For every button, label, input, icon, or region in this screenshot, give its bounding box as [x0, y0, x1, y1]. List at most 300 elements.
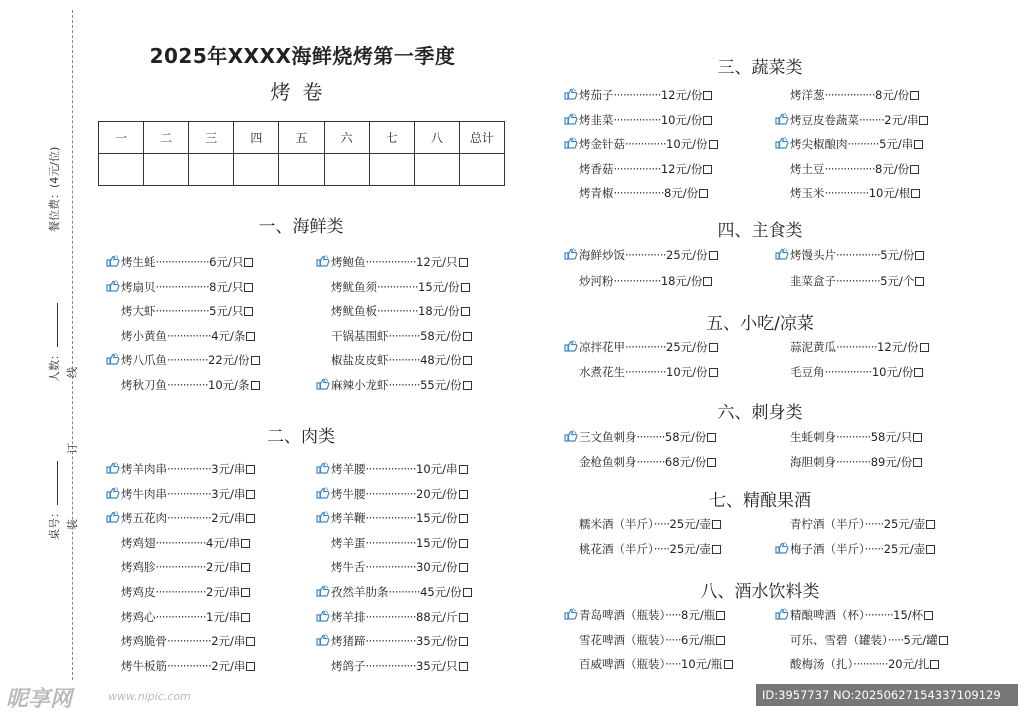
menu-item — [790, 161, 919, 177]
round-entry-cell[interactable] — [144, 154, 189, 186]
menu-item-price: 55元/份 — [420, 378, 462, 392]
menu-item-price: 68元/份 — [664, 455, 707, 469]
people-count-line — [57, 303, 58, 347]
order-round-table — [98, 121, 505, 186]
menu-item — [316, 377, 472, 393]
menu-title: 2025年XXXX海鲜烧烤第一季度 — [149, 44, 456, 68]
menu-item-leader-dots: ··············· — [613, 112, 661, 127]
menu-item — [564, 339, 718, 355]
order-checkbox[interactable] — [911, 189, 920, 198]
order-checkbox[interactable] — [461, 307, 470, 316]
thumbs-up-icon — [106, 255, 120, 267]
menu-item-name: 烤馒头片 — [790, 248, 836, 262]
menu-item-name: 桃花酒（半斤） — [579, 542, 654, 556]
menu-item — [790, 656, 939, 672]
menu-item-name: 干锅基围虾 — [331, 328, 389, 343]
menu-item-price: 35元/只 — [416, 658, 458, 673]
menu-item-price: 22元/份 — [208, 353, 250, 368]
order-checkbox[interactable] — [246, 637, 255, 646]
menu-item-name: 烤鸡心 — [121, 609, 156, 624]
order-checkbox[interactable] — [244, 307, 253, 316]
section-title-fruit-wine: 七、精酿果酒 — [709, 491, 811, 511]
menu-item — [775, 112, 928, 128]
menu-item-leader-dots: ··········· — [836, 455, 871, 469]
menu-item-price: 10元/串 — [416, 462, 458, 476]
menu-item — [790, 273, 924, 289]
menu-item-leader-dots: ·········· — [847, 137, 880, 152]
order-checkbox[interactable] — [924, 611, 933, 620]
order-checkbox[interactable] — [459, 514, 468, 523]
round-header-row — [99, 122, 505, 154]
menu-item-name: 精酿啤酒（杯） — [790, 608, 865, 622]
thumbs-up-icon — [775, 542, 789, 554]
thumbs-up-icon — [564, 113, 578, 125]
menu-item-leader-dots: ··············· — [824, 365, 872, 379]
round-entry-cell[interactable] — [99, 154, 144, 186]
menu-item-price: 12元/份 — [660, 161, 703, 176]
seat-fee-label — [46, 147, 62, 232]
menu-item — [331, 658, 468, 674]
menu-item-name: 烤豆皮卷蔬菜 — [790, 112, 859, 127]
order-checkbox[interactable] — [703, 116, 712, 125]
menu-item — [331, 328, 472, 344]
menu-item-price: 4元/条 — [211, 328, 246, 343]
menu-item-name: 海胆刺身 — [790, 455, 836, 469]
menu-item-leader-dots: ············· — [625, 137, 667, 152]
order-checkbox[interactable] — [703, 91, 712, 100]
order-checkbox[interactable] — [246, 465, 255, 474]
order-checkbox[interactable] — [919, 116, 928, 125]
round-entry-cell[interactable] — [324, 154, 369, 186]
order-checkbox[interactable] — [241, 613, 250, 622]
round-entry-cell[interactable] — [189, 154, 234, 186]
menu-item-price: 5元/串 — [879, 137, 914, 152]
binding-mark-bind: 装 — [66, 519, 79, 530]
order-checkbox[interactable] — [712, 520, 721, 529]
thumbs-up-icon — [316, 462, 330, 474]
menu-item-name: 烤韭菜 — [579, 112, 614, 127]
thumbs-up-icon — [106, 280, 120, 292]
thumbs-up-icon — [775, 248, 789, 260]
section-title-staple: 四、主食类 — [717, 221, 803, 241]
menu-item — [790, 185, 920, 201]
menu-item-name: 烤香菇 — [579, 161, 614, 176]
order-checkbox[interactable] — [926, 545, 935, 554]
menu-item-name: 烤羊蛋 — [331, 535, 366, 550]
thumbs-up-icon — [106, 462, 120, 474]
menu-item-price: 5元/只 — [209, 304, 244, 319]
round-entry-row — [99, 154, 505, 186]
menu-item-name: 烤金针菇 — [579, 137, 625, 152]
menu-item — [579, 161, 712, 177]
menu-item-leader-dots: ·············· — [167, 511, 212, 526]
menu-item — [790, 516, 935, 532]
seat-fee-text: 餐位费：(4元/位) — [48, 146, 61, 232]
menu-item — [579, 185, 708, 201]
menu-item-price: 20元/份 — [416, 486, 458, 501]
menu-item-name: 蒜泥黄瓜 — [790, 340, 836, 354]
menu-item-price: 2元/串 — [211, 511, 246, 526]
menu-item-leader-dots: ················ — [365, 634, 416, 649]
menu-item-name: 烤鸡皮 — [121, 585, 156, 599]
menu-item-name: 烤秋刀鱼 — [121, 378, 167, 392]
thumbs-up-icon — [316, 585, 330, 597]
menu-item-name: 烤羊腰 — [331, 462, 366, 476]
round-header-cell: 八 — [414, 122, 459, 154]
menu-item — [316, 486, 468, 502]
order-checkbox[interactable] — [920, 343, 929, 352]
menu-item-price: 2元/串 — [884, 112, 919, 127]
menu-item — [121, 584, 250, 600]
menu-item-price: 8元/瓶 — [681, 608, 716, 622]
menu-item-leader-dots: ············· — [625, 365, 667, 379]
menu-item-leader-dots: ·············· — [824, 186, 869, 201]
order-checkbox[interactable] — [724, 660, 733, 669]
round-entry-cell[interactable] — [459, 154, 504, 186]
menu-item — [579, 364, 718, 380]
menu-item-name: 毛豆角 — [790, 365, 825, 379]
menu-item-leader-dots: ·············· — [167, 462, 212, 476]
menu-item-price: 15元/份 — [416, 535, 458, 550]
order-checkbox[interactable] — [463, 381, 472, 390]
menu-item-price: 10元/瓶 — [681, 657, 723, 672]
menu-item-leader-dots: ············· — [377, 279, 419, 294]
menu-item-price: 1元/串 — [206, 609, 241, 624]
order-checkbox[interactable] — [939, 636, 948, 645]
round-header-cell: 三 — [189, 122, 234, 154]
order-checkbox[interactable] — [251, 381, 260, 390]
menu-item-leader-dots: ········ — [859, 112, 885, 127]
thumbs-up-icon — [564, 608, 578, 620]
round-header-cell: 一 — [99, 122, 144, 154]
menu-item-name: 烤小黄鱼 — [121, 328, 167, 343]
round-header-cell: 五 — [279, 122, 324, 154]
order-checkbox[interactable] — [241, 563, 250, 572]
menu-item — [331, 352, 472, 368]
round-entry-cell[interactable] — [369, 154, 414, 186]
menu-item — [775, 541, 935, 557]
round-header-cell: 四 — [234, 122, 279, 154]
thumbs-up-icon — [106, 353, 120, 365]
menu-item-name: 烤鱿鱼板 — [331, 304, 377, 319]
menu-item-name: 烤猪蹄 — [331, 634, 366, 649]
menu-item — [790, 632, 948, 648]
menu-item-name: 烤五花肉 — [121, 511, 167, 526]
menu-item-price: 4元/串 — [206, 535, 241, 550]
menu-item-price: 18元/份 — [660, 273, 703, 288]
menu-item-leader-dots: ····· — [653, 542, 670, 556]
order-checkbox[interactable] — [459, 465, 468, 474]
menu-item — [579, 541, 721, 557]
order-checkbox[interactable] — [463, 332, 472, 341]
menu-item — [790, 87, 919, 103]
thumbs-up-icon — [316, 634, 330, 646]
menu-item-price: 30元/份 — [416, 560, 458, 575]
round-header-cell: 六 — [324, 122, 369, 154]
menu-item — [579, 454, 716, 470]
menu-item-price: 35元/份 — [416, 634, 458, 649]
menu-item — [564, 112, 712, 128]
table-number-line — [57, 461, 58, 505]
menu-item-leader-dots: ············· — [167, 353, 209, 368]
menu-item-name: 烤八爪鱼 — [121, 353, 167, 368]
menu-item-leader-dots: ····· — [653, 517, 670, 531]
menu-item-price: 10元/份 — [660, 112, 703, 127]
order-checkbox[interactable] — [915, 251, 924, 260]
menu-item — [121, 559, 250, 575]
menu-item-leader-dots: ·············· — [836, 273, 881, 288]
menu-item-price: 5元/个 — [880, 273, 915, 288]
thumbs-up-icon — [106, 511, 120, 523]
menu-item — [579, 632, 725, 648]
menu-item-price: 25元/壶 — [883, 542, 926, 556]
menu-item-price: 8元/份 — [875, 88, 910, 102]
menu-item-leader-dots: ·············· — [167, 634, 212, 649]
menu-item-price: 10元/份 — [666, 365, 708, 379]
section-title-seafood: 一、海鲜类 — [258, 217, 344, 237]
people-count-label: 人数： — [48, 349, 61, 382]
menu-item — [121, 535, 250, 551]
menu-item-leader-dots: ················ — [365, 462, 416, 476]
menu-item-price: 10元/条 — [208, 378, 250, 392]
menu-item — [106, 486, 255, 502]
image-id-bar: ID:3957737 NO:20250627154337109129 — [756, 684, 1018, 706]
thumbs-up-icon — [106, 487, 120, 499]
menu-item — [564, 429, 716, 445]
thumbs-up-icon — [775, 113, 789, 125]
menu-item-name: 孜然羊肋条 — [331, 585, 389, 599]
order-checkbox[interactable] — [246, 662, 255, 671]
order-checkbox[interactable] — [459, 539, 468, 548]
menu-item — [316, 254, 468, 270]
order-checkbox[interactable] — [459, 490, 468, 499]
menu-item — [564, 607, 725, 623]
round-entry-cell[interactable] — [414, 154, 459, 186]
menu-item-price: 25元/壶 — [669, 517, 712, 531]
menu-item-name: 糯米酒（半斤） — [579, 517, 654, 531]
menu-item — [331, 559, 468, 575]
menu-item-leader-dots: ················ — [155, 609, 206, 624]
thumbs-up-icon — [564, 137, 578, 149]
order-checkbox[interactable] — [703, 165, 712, 174]
menu-item-price: 6元/瓶 — [681, 632, 716, 647]
menu-item-leader-dots: ······ — [864, 517, 884, 531]
order-checkbox[interactable] — [246, 332, 255, 341]
menu-item-leader-dots: ················· — [155, 304, 210, 319]
menu-item-name: 烤牛板筋 — [121, 658, 167, 673]
order-checkbox[interactable] — [241, 539, 250, 548]
menu-item-leader-dots: ·········· — [388, 378, 421, 392]
thumbs-up-icon — [316, 511, 330, 523]
menu-item-name: 烤扇贝 — [121, 279, 156, 294]
menu-item-price: 45元/份 — [420, 585, 462, 599]
menu-item-leader-dots: ················ — [365, 511, 416, 526]
menu-item-leader-dots: ·········· — [388, 353, 421, 368]
menu-item-price: 3元/串 — [211, 462, 246, 476]
menu-item-price: 15元/份 — [416, 511, 458, 526]
order-checkbox[interactable] — [459, 563, 468, 572]
menu-item-leader-dots: ················ — [365, 609, 416, 624]
menu-item — [316, 510, 468, 526]
menu-item-leader-dots: ··········· — [853, 657, 888, 672]
menu-item-price: 2元/串 — [206, 585, 241, 599]
order-checkbox[interactable] — [913, 458, 922, 467]
menu-item — [775, 247, 924, 263]
order-checkbox[interactable] — [709, 140, 718, 149]
menu-item-name: 青岛啤酒（瓶装） — [579, 608, 666, 622]
menu-item — [106, 279, 253, 295]
menu-item-name: 青柠酒（半斤） — [790, 517, 865, 531]
order-checkbox[interactable] — [459, 613, 468, 622]
order-checkbox[interactable] — [910, 165, 919, 174]
menu-item-price: 5元/罐 — [903, 632, 938, 647]
menu-item-leader-dots: ··········· — [836, 430, 871, 444]
menu-item-leader-dots: ····· — [665, 632, 682, 647]
thumbs-up-icon — [316, 487, 330, 499]
order-checkbox[interactable] — [459, 662, 468, 671]
menu-item-leader-dots: ············· — [836, 340, 878, 354]
order-checkbox[interactable] — [246, 490, 255, 499]
menu-item-leader-dots: ················ — [365, 535, 416, 550]
menu-item — [121, 609, 250, 625]
round-entry-cell[interactable] — [234, 154, 279, 186]
menu-item-name: 金枪鱼刺身 — [579, 455, 637, 469]
menu-item — [121, 633, 255, 649]
menu-item-leader-dots: ············· — [167, 378, 209, 392]
order-checkbox[interactable] — [930, 660, 939, 669]
order-checkbox[interactable] — [914, 140, 923, 149]
menu-item-price: 5元/份 — [880, 248, 915, 262]
order-checkbox[interactable] — [712, 545, 721, 554]
order-checkbox[interactable] — [244, 283, 253, 292]
menu-item-leader-dots: ············· — [625, 248, 667, 262]
menu-item-name: 烤生蚝 — [121, 255, 156, 269]
menu-item-leader-dots: ······ — [864, 542, 884, 556]
order-checkbox[interactable] — [699, 189, 708, 198]
order-checkbox[interactable] — [716, 636, 725, 645]
thumbs-up-icon — [316, 255, 330, 267]
menu-item-name: 烤鸡翅 — [121, 535, 156, 550]
menu-item — [331, 279, 470, 295]
menu-item — [106, 254, 253, 270]
menu-item-leader-dots: ················ — [365, 658, 416, 673]
order-checkbox[interactable] — [709, 368, 718, 377]
order-checkbox[interactable] — [709, 251, 718, 260]
menu-item-name: 烤羊肉串 — [121, 462, 167, 476]
menu-item-name: 烤土豆 — [790, 161, 825, 176]
order-checkbox[interactable] — [703, 277, 712, 286]
order-checkbox[interactable] — [459, 637, 468, 646]
menu-item-leader-dots: ················ — [155, 535, 206, 550]
section-title-meat: 二、肉类 — [267, 427, 335, 447]
thumbs-up-icon — [316, 378, 330, 390]
menu-item-price: 15元/份 — [418, 279, 460, 294]
menu-item — [790, 364, 923, 380]
menu-item-leader-dots: ····· — [887, 632, 904, 647]
order-checkbox[interactable] — [716, 611, 725, 620]
menu-item-price: 12元/份 — [660, 88, 703, 102]
order-checkbox[interactable] — [707, 433, 716, 442]
round-header-cell: 总计 — [459, 122, 504, 154]
menu-item-name: 百威啤酒（瓶装） — [579, 657, 666, 672]
section-title-vegetable: 三、蔬菜类 — [717, 58, 803, 78]
menu-item-name: 烤牛肉串 — [121, 486, 167, 501]
menu-item-price: 25元/壶 — [669, 542, 712, 556]
menu-item-name: 烤牛舌 — [331, 560, 366, 575]
menu-item — [121, 328, 255, 344]
order-checkbox[interactable] — [709, 343, 718, 352]
menu-item — [564, 136, 718, 152]
menu-item-price: 12元/份 — [877, 340, 919, 354]
menu-item — [331, 303, 470, 319]
menu-item-price: 10元/份 — [871, 365, 914, 379]
menu-item-leader-dots: ·········· — [388, 328, 421, 343]
menu-item-price: 25元/份 — [666, 340, 708, 354]
menu-item-leader-dots: ··············· — [613, 273, 661, 288]
order-checkbox[interactable] — [251, 356, 260, 365]
menu-item-name: 凉拌花甲 — [579, 340, 625, 354]
people-count-field — [46, 303, 62, 382]
order-checkbox[interactable] — [241, 588, 250, 597]
round-entry-cell[interactable] — [279, 154, 324, 186]
order-checkbox[interactable] — [707, 458, 716, 467]
menu-item-leader-dots: ·········· — [388, 585, 421, 599]
order-checkbox[interactable] — [910, 91, 919, 100]
menu-item-leader-dots: ············· — [377, 304, 419, 319]
binding-dashed-line — [72, 10, 73, 680]
thumbs-up-icon — [564, 248, 578, 260]
order-checkbox[interactable] — [461, 283, 470, 292]
menu-item-price: 3元/串 — [211, 486, 246, 501]
order-checkbox[interactable] — [913, 433, 922, 442]
binding-mark-order: 订 — [66, 443, 79, 454]
menu-item — [775, 607, 933, 623]
order-checkbox[interactable] — [244, 258, 253, 267]
menu-item-name: 雪花啤酒（瓶装） — [579, 632, 666, 647]
menu-item — [106, 510, 255, 526]
order-checkbox[interactable] — [246, 514, 255, 523]
menu-item — [790, 339, 929, 355]
menu-item-leader-dots: ················ — [824, 161, 875, 176]
table-number-label: 桌号： — [48, 507, 61, 540]
menu-item-leader-dots: ··············· — [613, 88, 661, 102]
order-checkbox[interactable] — [926, 520, 935, 529]
menu-item-price: 2元/串 — [206, 560, 241, 575]
menu-item-price: 2元/串 — [211, 634, 246, 649]
menu-item-price: 10元/根 — [868, 186, 911, 201]
menu-item-name: 海鲜炒饭 — [579, 248, 625, 262]
menu-item-price: 58元/份 — [664, 430, 707, 444]
thumbs-up-icon — [564, 340, 578, 352]
menu-item-price: 25元/份 — [666, 248, 708, 262]
order-checkbox[interactable] — [914, 368, 923, 377]
menu-item-leader-dots: ················· — [155, 255, 210, 269]
menu-subtitle: 烤卷 — [270, 80, 335, 104]
order-checkbox[interactable] — [463, 588, 472, 597]
menu-item-leader-dots: ················ — [365, 560, 416, 575]
menu-item-price: 8元/只 — [209, 279, 244, 294]
menu-item-name: 烤羊排 — [331, 609, 366, 624]
watermark-url: www.nipic.com — [108, 690, 191, 703]
menu-item-name: 生蚝刺身 — [790, 430, 836, 444]
order-checkbox[interactable] — [915, 277, 924, 286]
menu-item-name: 烤羊鞭 — [331, 511, 366, 526]
menu-item-name: 烤青椒 — [579, 186, 614, 201]
menu-item-name: 梅子酒（半斤） — [790, 542, 865, 556]
menu-item-name: 韭菜盒子 — [790, 273, 836, 288]
order-checkbox[interactable] — [459, 258, 468, 267]
order-checkbox[interactable] — [463, 356, 472, 365]
